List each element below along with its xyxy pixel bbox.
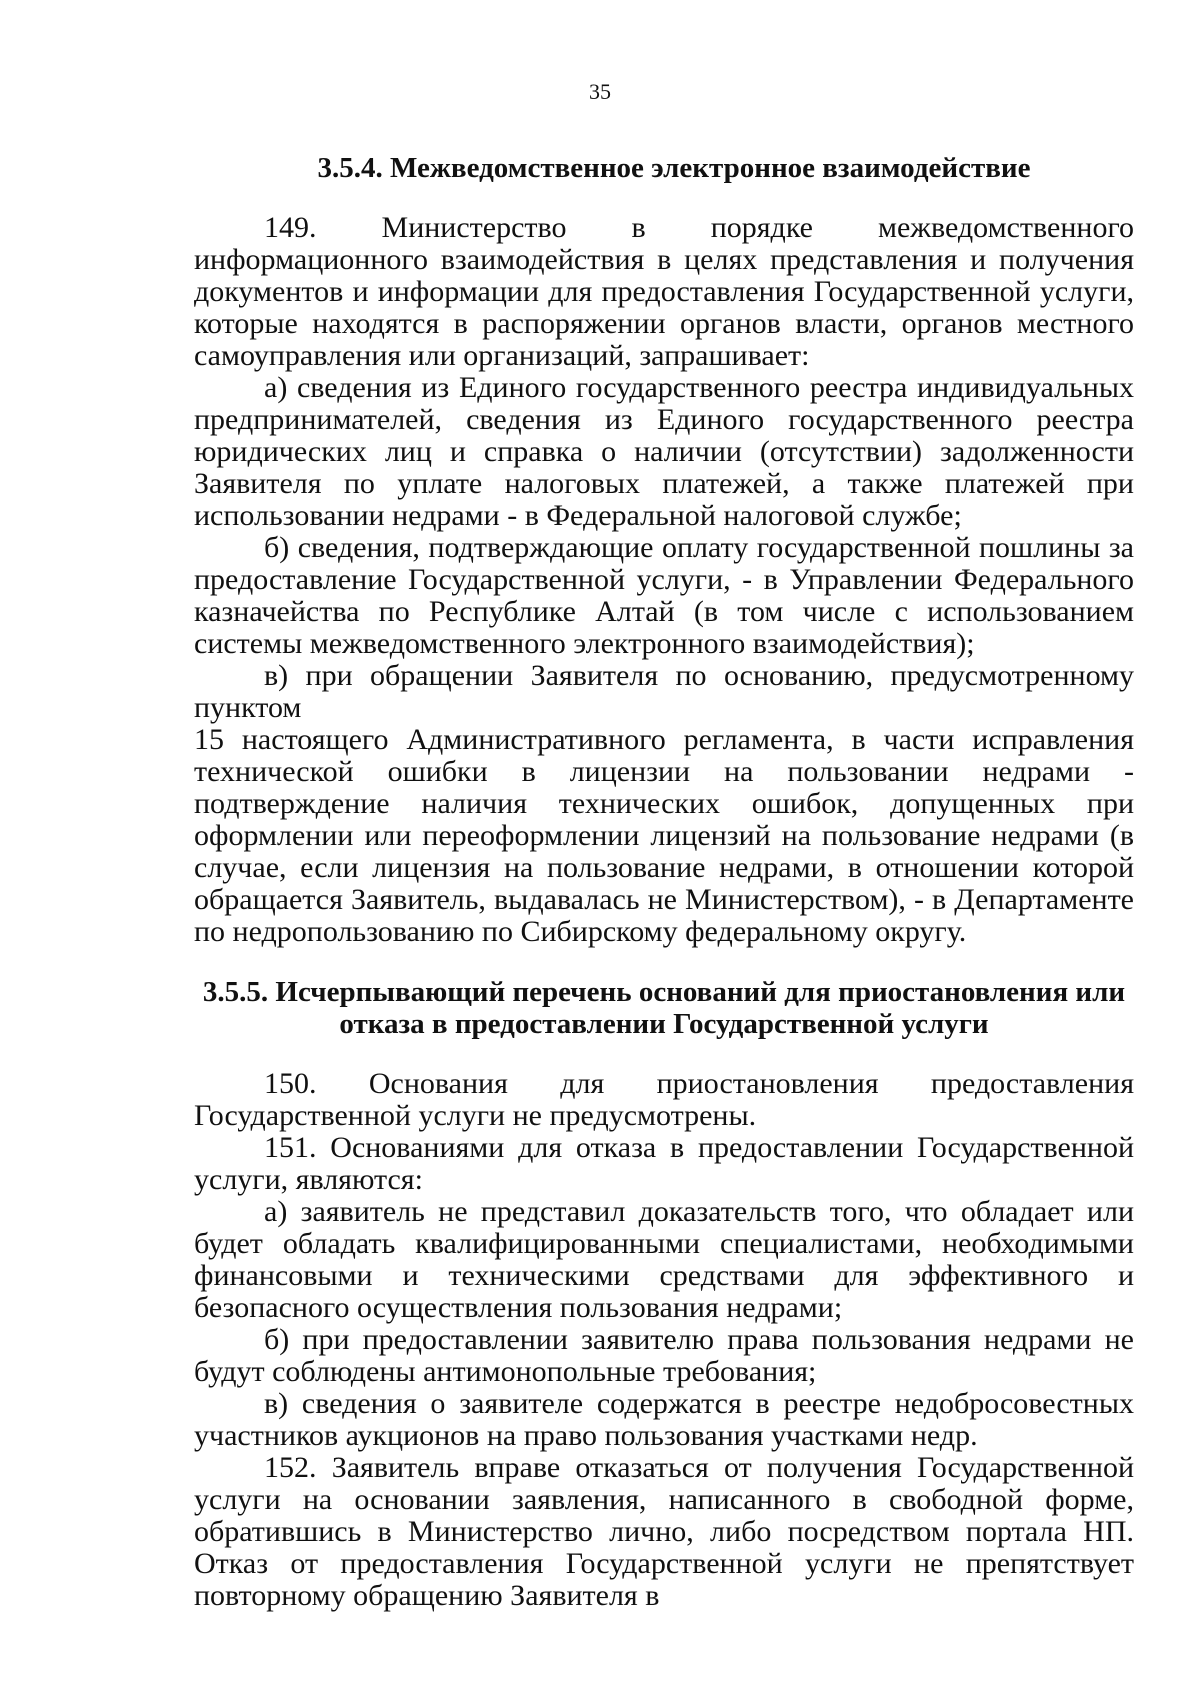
paragraph-149-v-continued: 15 настоящего Административного регламента, в части исправления технической ошибки в лицензии на пользовании недрами - подтверждение наличия технических ошибок, допущенных при оформлении или переоформлении лицензий на пользование недрами (в случае, если лицензия на пользование недрами, в отношении которой обращается Заявитель, выдавалась не Министерством), - в Департаменте по недропользованию по Сибирскому федеральному округу. bbox=[194, 723, 1134, 948]
section-heading-3-5-4: 3.5.4. Межведомственное электронное взаимодействие bbox=[317, 152, 1031, 184]
paragraph-152: 152. Заявитель вправе отказаться от получения Государственной услуги на основании заявления, написанного в свободной форме, обратившись в Министерство лично, либо посредством портала НП. Отказ от предоставления Государственной услуги не препятствует повторному обращению Заявителя в bbox=[194, 1451, 1134, 1612]
paragraph-149-b: б) сведения, подтверждающие оплату государственной пошлины за предоставление Государственной услуги, - в Управлении Федерального казначейства по Республике Алтай (в том числе с использованием системы межведомственного электронного взаимодействия); bbox=[194, 531, 1134, 660]
paragraph-151-b: б) при предоставлении заявителю права пользования недрами не будут соблюдены антимонопольные требования; bbox=[194, 1323, 1134, 1388]
paragraph-151-a: а) заявитель не представил доказательств того, что обладает или будет обладать квалифицированными специалистами, необходимыми финансовыми и техническими средствами для эффективного и безопасного осуществления пользования недрами; bbox=[194, 1195, 1134, 1324]
paragraph-149: 149. Министерство в порядке межведомственного информационного взаимодействия в целях представления и получения документов и информации для предоставления Государственной услуги, которые находятся в распоряжении органов власти, органов местного самоуправления или организаций, запрашивает: bbox=[194, 211, 1134, 372]
section-heading-3-5-5: 3.5.5. Исчерпывающий перечень оснований для приостановления или отказа в предоставлении Государственной услуги bbox=[202, 976, 1126, 1040]
paragraph-150: 150. Основания для приостановления предоставления Государственной услуги не предусмотрены. bbox=[194, 1067, 1134, 1132]
paragraph-151: 151. Основаниями для отказа в предоставлении Государственной услуги, являются: bbox=[194, 1131, 1134, 1196]
paragraph-149-a: а) сведения из Единого государственного реестра индивидуальных предпринимателей, сведения из Единого государственного реестра юридических лиц и справка о наличии (отсутствии) задолженности Заявителя по уплате налоговых платежей, а также платежей при использовании недрами - в Федеральной налоговой службе; bbox=[194, 371, 1134, 532]
page-number: 35 bbox=[589, 79, 611, 104]
paragraph-149-v: в) при обращении Заявителя по основанию, предусмотренному пунктом bbox=[194, 659, 1134, 724]
page-content bbox=[194, 152, 1134, 1612]
paragraph-151-v: в) сведения о заявителе содержатся в реестре недобросовестных участников аукционов на право пользования участками недр. bbox=[194, 1387, 1134, 1452]
